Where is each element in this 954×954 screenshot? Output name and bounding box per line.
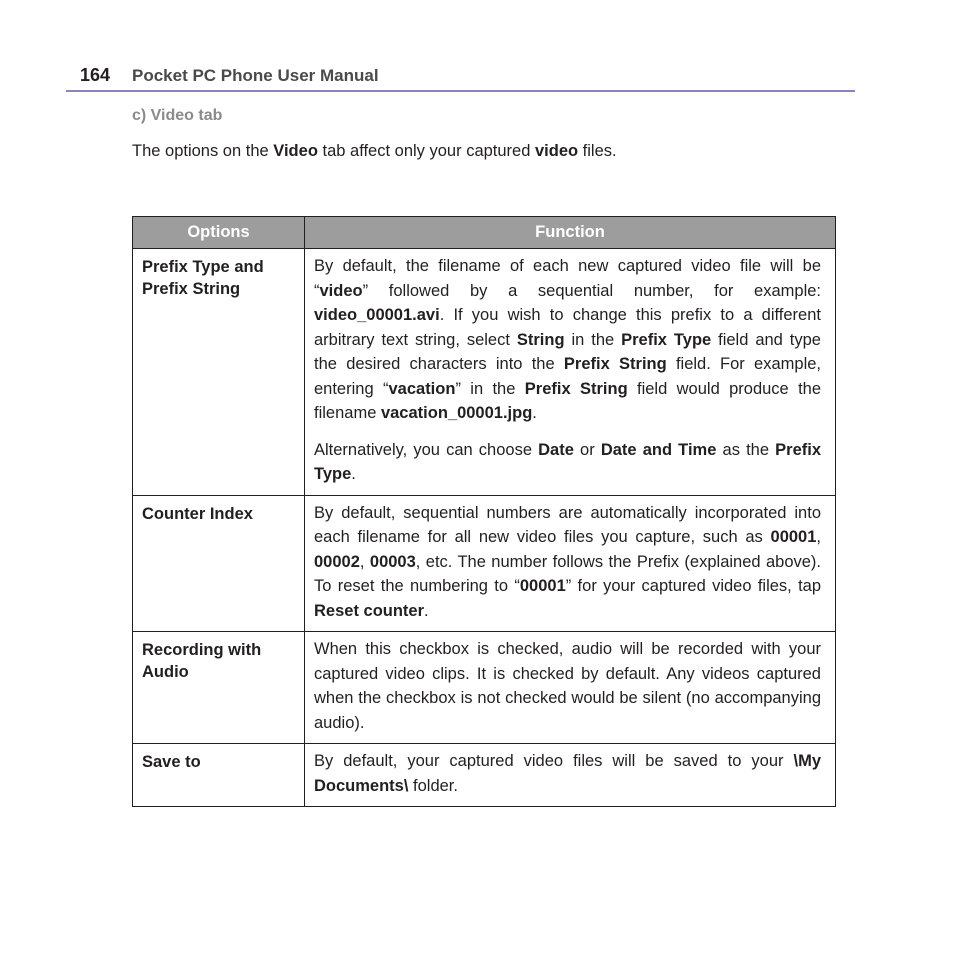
option-cell: Counter Index — [133, 495, 305, 632]
manual-title: Pocket PC Phone User Manual — [132, 66, 379, 85]
column-header-function: Function — [305, 217, 836, 249]
function-text: field and type the desired characters into the — [314, 330, 821, 373]
function-cell — [305, 495, 836, 632]
function-paragraph — [314, 749, 821, 798]
table-row — [133, 495, 836, 632]
function-text: . — [532, 404, 537, 422]
bold-term: Prefix Type — [314, 440, 821, 483]
function-text: in the — [564, 330, 622, 349]
intro-paragraph — [132, 142, 617, 161]
function-text: ” followed by a sequential number, for example: — [362, 281, 821, 300]
function-text: By default, the filename of each new captured video file will be “ — [314, 257, 821, 300]
table-row — [133, 249, 836, 496]
intro-text: tab affect only your captured — [317, 142, 535, 160]
option-cell: Save to — [133, 744, 305, 807]
page-header — [66, 64, 855, 92]
function-text: When this checkbox is checked, audio will be recorded with your captured video clips. It is checked by default. Any videos captured when the checkbox is not checked would be silent (no accompanying audio). — [314, 640, 821, 732]
table-header-row — [133, 217, 836, 249]
function-paragraph — [314, 501, 821, 624]
table-row — [133, 744, 836, 807]
intro-bold: video — [534, 142, 579, 160]
function-text: or — [573, 440, 601, 459]
bold-term: 00001 — [770, 528, 817, 546]
function-text: Alternatively, you can choose — [314, 440, 539, 459]
intro-text: files. — [578, 142, 617, 160]
function-paragraph — [314, 438, 821, 487]
option-cell: Prefix Type and Prefix String — [133, 249, 305, 496]
function-text: By default, your captured video files will be saved to your — [314, 752, 794, 770]
column-header-options: Options — [133, 217, 305, 249]
function-text: . — [424, 601, 429, 620]
page-number: 164 — [80, 65, 111, 85]
function-text: field would produce the filename — [314, 379, 822, 422]
function-cell — [305, 744, 836, 807]
function-text: , etc. The number follows the Prefix (explained above). To reset the numbering to “ — [314, 552, 822, 595]
table-row — [133, 632, 836, 744]
bold-term: 00002 — [314, 552, 360, 571]
function-text: ” in the — [455, 379, 525, 398]
function-text: folder. — [408, 776, 458, 795]
section-heading: c) Video tab — [132, 107, 223, 124]
bold-term: vacation — [388, 379, 456, 398]
function-paragraph — [314, 254, 821, 426]
function-cell — [305, 249, 836, 496]
function-text: . If you wish to change this prefix to a different arbitrary text string, select — [314, 306, 821, 349]
function-text: as the — [716, 440, 776, 459]
function-text: field. For example, entering “ — [314, 355, 822, 398]
bold-term: Date — [538, 440, 574, 459]
function-text: ” for your captured video files, tap — [565, 577, 822, 595]
bold-term: vacation_00001.jpg — [380, 404, 533, 422]
intro-bold: Video — [273, 142, 318, 160]
bold-term: String — [516, 330, 565, 349]
options-table — [132, 216, 836, 807]
bold-term: video — [319, 281, 363, 300]
bold-term: Prefix Type — [621, 330, 712, 349]
intro-text: The options on the — [132, 142, 274, 160]
function-text: . — [351, 465, 356, 483]
bold-term: \My Documents\ — [314, 752, 821, 795]
bold-term: Date and Time — [600, 440, 717, 459]
function-text: By default, sequential numbers are automatically incorporated into each filename for all new video files you capture, such as — [314, 503, 821, 546]
function-cell — [305, 632, 836, 744]
bold-term: Prefix String — [563, 355, 667, 373]
bold-term: Reset counter — [314, 601, 425, 620]
bold-term: 00001 — [519, 577, 566, 595]
option-cell: Recording with Audio — [133, 632, 305, 744]
table-body — [133, 249, 836, 807]
function-paragraph — [314, 637, 821, 735]
bold-term: 00003 — [369, 552, 416, 571]
function-text: , — [816, 528, 821, 546]
function-text: , — [359, 552, 370, 571]
bold-term: Prefix String — [524, 379, 628, 398]
bold-term: video_00001.avi — [314, 306, 440, 324]
